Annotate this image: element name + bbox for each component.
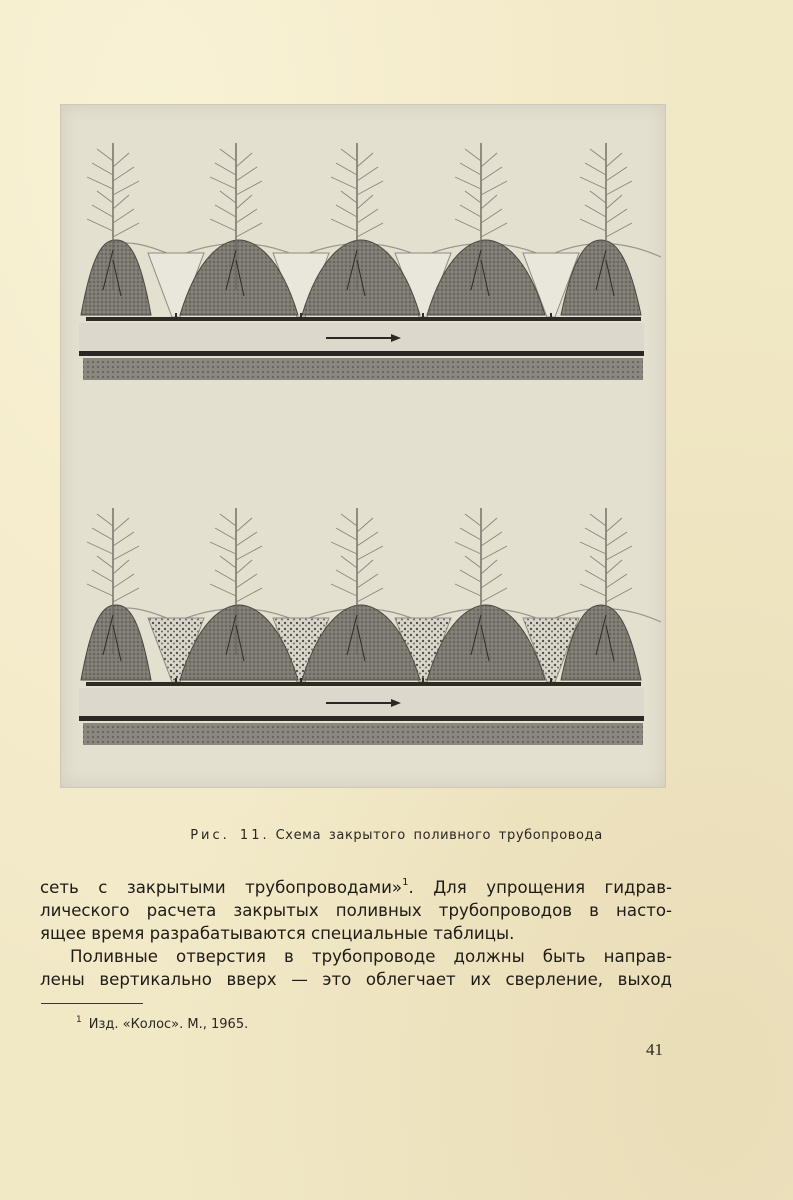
panel-bottom-mound-1 <box>81 605 151 680</box>
panel-bottom-tree-branch <box>455 584 481 596</box>
panel-top-tree-branch <box>606 153 622 167</box>
panel-top-tree-branch <box>331 177 357 189</box>
panel-top-tree-branch <box>465 191 481 203</box>
panel-top-tree-branch <box>455 177 481 189</box>
panel-bottom-tree-branch <box>113 588 139 602</box>
panel-top-tree-branch <box>606 181 632 195</box>
panel-bottom-tree-branch <box>481 588 507 602</box>
panel-top-tree-branch <box>357 209 378 223</box>
panel-bottom-tree-branch <box>341 556 357 568</box>
panel-bottom-tree-branch <box>481 546 507 560</box>
panel-bottom-tree-branch <box>220 556 236 568</box>
footnote-marker: 1 <box>76 1014 82 1025</box>
panel-bottom-tree-branch <box>236 560 252 574</box>
text-line-3: ящее время разрабатываются специальные таблицы. <box>40 924 515 943</box>
panel-top-tree-branch <box>590 149 606 161</box>
panel-bottom-tree-branch <box>455 542 481 554</box>
text-line-4: Поливные отверстия в трубопроводе должны быть направ- <box>70 947 672 966</box>
panel-top-tree-branch <box>113 153 129 167</box>
footnote-text: Изд. «Колос». М., 1965. <box>88 1017 249 1032</box>
footnote <box>76 1014 249 1032</box>
panel-top-tree-branch <box>113 209 134 223</box>
panel-top-tree-branch <box>481 181 507 195</box>
figure-caption <box>0 828 793 843</box>
panel-top-tree-branch <box>606 167 627 181</box>
panel-bottom-tree-branch <box>606 588 632 602</box>
panel-top-distribution-pipe <box>86 317 641 321</box>
panel-bottom-tree-branch <box>87 542 113 554</box>
panel-top-tree-branch <box>465 149 481 161</box>
panel-bottom-tree-branch <box>460 528 481 540</box>
panel-bottom-tree-branch <box>606 532 627 546</box>
panel-top-tree-branch <box>210 177 236 189</box>
figure-caption-text: Схема закрытого поливного трубопровода <box>275 828 603 843</box>
panel-top-tree-branch <box>460 163 481 175</box>
panel-top-tree-branch <box>215 163 236 175</box>
panel-bottom-tree-branch <box>585 570 606 582</box>
panel-bottom-tree-branch <box>215 528 236 540</box>
panel-top-tree-branch <box>113 223 139 237</box>
irrigation-diagram-illustration <box>61 105 665 787</box>
panel-top-ground <box>83 358 643 380</box>
panel-bottom-tree-branch <box>465 556 481 568</box>
panel-top-tree-branch <box>481 153 497 167</box>
panel-bottom-tree-branch <box>97 556 113 568</box>
panel-bottom-tree-branch <box>357 560 373 574</box>
panel-bottom-tree-branch <box>220 514 236 526</box>
panel-top-tree-branch <box>481 195 497 209</box>
text-line-2: лического расчета закрытых поливных трубопроводов в насто- <box>40 901 672 920</box>
panel-bottom-tree-branch <box>357 546 383 560</box>
panel-top-tree-branch <box>331 219 357 231</box>
panel-top-tree-branch <box>585 163 606 175</box>
panel-top-tree-branch <box>92 163 113 175</box>
panel-top-tree-branch <box>357 153 373 167</box>
panel-top-tree-branch <box>481 223 507 237</box>
page-number: 41 <box>646 1040 663 1059</box>
panel-top-tree-branch <box>210 219 236 231</box>
panel-bottom-tree-branch <box>236 588 262 602</box>
panel-bottom-tree-branch <box>357 532 378 546</box>
panel-bottom-tree-branch <box>336 528 357 540</box>
panel-bottom-tree-branch <box>113 574 134 588</box>
panel-top-tree-branch <box>236 181 262 195</box>
panel-bottom-tree-branch <box>590 514 606 526</box>
panel-bottom-tree-branch <box>215 570 236 582</box>
text-line-5: лены вертикально вверх — это облегчает их сверление, выход <box>40 970 672 989</box>
figure-irrigation-diagram <box>60 104 666 788</box>
panel-bottom-tree-branch <box>92 528 113 540</box>
panel-top-tree-branch <box>97 149 113 161</box>
panel-bottom-tree-branch <box>460 570 481 582</box>
panel-top-tree-branch <box>236 195 252 209</box>
panel-top-tree-branch <box>336 163 357 175</box>
panel-top-tree-branch <box>590 191 606 203</box>
panel-top-tree-branch <box>97 191 113 203</box>
panel-top-tree-branch <box>341 149 357 161</box>
panel-bottom-tree-branch <box>87 584 113 596</box>
panel-bottom-tree-branch <box>341 514 357 526</box>
panel-bottom-mound-4 <box>427 605 545 680</box>
footnote-divider <box>41 1003 143 1004</box>
panel-bottom-tree-branch <box>481 518 497 532</box>
panel-top-tree-branch <box>357 181 383 195</box>
panel-bottom-tree-branch <box>336 570 357 582</box>
panel-top-tree-branch <box>220 191 236 203</box>
panel-top-mound-1 <box>81 240 151 315</box>
panel-bottom-tree-branch <box>92 570 113 582</box>
panel-bottom-tree-branch <box>606 546 632 560</box>
panel-top-tree-branch <box>481 209 502 223</box>
panel-top-mound-5 <box>561 240 641 315</box>
panel-bottom-tree-branch <box>331 584 357 596</box>
panel-top-mound-2 <box>180 240 298 315</box>
panel-top-tree-branch <box>357 167 378 181</box>
panel-bottom-tree-branch <box>236 532 257 546</box>
panel-bottom-tree-branch <box>357 518 373 532</box>
panel-bottom-distribution-pipe <box>86 682 641 686</box>
panel-top-tree-branch <box>87 219 113 231</box>
panel-top-tree-branch <box>481 167 502 181</box>
panel-top-tree-branch <box>113 167 134 181</box>
panel-top-tree-branch <box>236 167 257 181</box>
panel-top-tree-branch <box>220 149 236 161</box>
panel-top-tree-branch <box>455 219 481 231</box>
panel-bottom-tree-branch <box>113 518 129 532</box>
panel-bottom-tree-branch <box>113 532 134 546</box>
panel-top-tree-branch <box>341 191 357 203</box>
panel-top-tree-branch <box>585 205 606 217</box>
panel-bottom-tree-branch <box>481 560 497 574</box>
panel-bottom-tree-branch <box>210 542 236 554</box>
panel-top-tree-branch <box>357 195 373 209</box>
panel-bottom-mound-5 <box>561 605 641 680</box>
panel-bottom-tree-branch <box>236 574 257 588</box>
panel-bottom-tree-branch <box>236 518 252 532</box>
panel-top-tree-branch <box>606 209 627 223</box>
panel-bottom-tree-branch <box>481 532 502 546</box>
panel-bottom-tree-branch <box>481 574 502 588</box>
panel-bottom-tree-branch <box>210 584 236 596</box>
panel-bottom-tree-branch <box>585 528 606 540</box>
text-line-1: сеть с закрытыми трубопроводами»$^1$. Для упрощения гидрав- <box>40 877 672 897</box>
panel-top-tree-branch <box>336 205 357 217</box>
panel-bottom-tree-branch <box>606 574 627 588</box>
panel-bottom-main-pipe <box>79 716 644 721</box>
panel-top-tree-branch <box>580 219 606 231</box>
panel-top-tree-branch <box>113 195 129 209</box>
body-paragraphs <box>40 876 672 991</box>
panel-bottom-tree-branch <box>590 556 606 568</box>
panel-bottom-tree-branch <box>465 514 481 526</box>
panel-bottom-tree-branch <box>357 588 383 602</box>
panel-bottom-tree-branch <box>606 560 622 574</box>
panel-top-tree-branch <box>606 195 622 209</box>
panel-bottom-tree-branch <box>606 518 622 532</box>
panel-bottom-ground <box>83 723 643 745</box>
panel-bottom-tree-branch <box>97 514 113 526</box>
panel-bottom-tree-branch <box>331 542 357 554</box>
panel-top-main-pipe <box>79 351 644 356</box>
figure-caption-label: Рис. 11. <box>190 828 270 843</box>
panel-top-tree-branch <box>580 177 606 189</box>
panel-bottom-mound-2 <box>180 605 298 680</box>
panel-top-mound-4 <box>427 240 545 315</box>
panel-top-tree-branch <box>460 205 481 217</box>
panel-bottom-tree-branch <box>580 584 606 596</box>
panel-bottom-tree-branch <box>236 546 262 560</box>
panel-bottom-tree-branch <box>357 574 378 588</box>
panel-top-tree-branch <box>92 205 113 217</box>
panel-top-tree-branch <box>236 209 257 223</box>
panel-top-tree-branch <box>87 177 113 189</box>
panel-top-tree-branch <box>236 153 252 167</box>
panel-top-tree-branch <box>606 223 632 237</box>
footnote-reference: 1 <box>402 877 409 889</box>
panel-top-tree-branch <box>236 223 262 237</box>
panel-bottom-tree-branch <box>113 560 129 574</box>
panel-bottom-tree-branch <box>113 546 139 560</box>
panel-top-tree-branch <box>357 223 383 237</box>
panel-top-tree-branch <box>113 181 139 195</box>
panel-bottom-tree-branch <box>580 542 606 554</box>
panel-top-tree-branch <box>215 205 236 217</box>
